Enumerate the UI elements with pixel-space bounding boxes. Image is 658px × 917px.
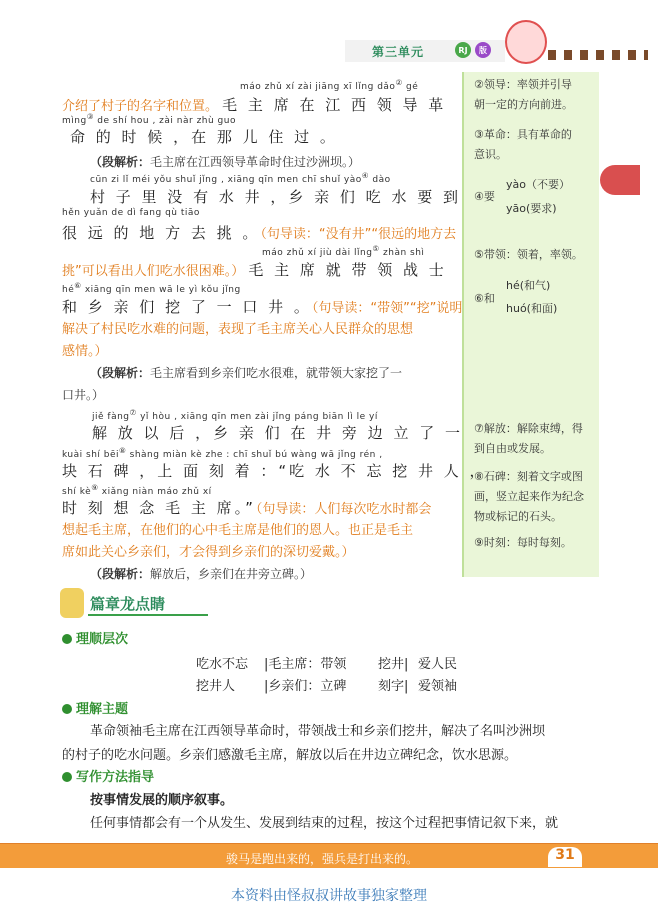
sidebar-note: 物或标记的石头。 (474, 510, 562, 523)
guide-line: 席如此关心乡亲们，才会得到乡亲们的深切爱戴。） (62, 545, 355, 560)
bullet-dot-icon (62, 634, 72, 644)
text-line: 很 远 的 地 方 去 挑 。（句导读：“没有井”“很远的地方去 (62, 224, 457, 242)
pinyin-line: hěn yuǎn de dì fang qù tiāo (62, 208, 200, 218)
sidebar-note: ④要 (474, 190, 495, 203)
text-line: 和 乡 亲 们 挖 了 一 口 井 。（句导读：“带领”“挖”说明 (62, 298, 463, 316)
text-line: 村 子 里 没 有 水 井 ，乡 亲 们 吃 水 要 到 (90, 188, 461, 206)
theme-line: 的村子的吃水问题。乡亲们感激毛主席，解放以后在井边立碑纪念，饮水思源。 (62, 748, 518, 763)
outline-cell: 刻字| (378, 679, 409, 694)
paragraph-analysis: （段解析：毛主席看到乡亲们吃水很难，就带领大家挖了一 (90, 366, 403, 380)
text-line: 介绍了村子的名字和位置。 毛 主 席 在 江 西 领 导 革 (62, 96, 447, 114)
sidebar-note: ⑦解放：解除束缚，得 (474, 422, 583, 435)
sidebar-note: 朝一定的方向前进。 (474, 98, 573, 111)
outline-cell: 爱人民 (418, 657, 458, 672)
method-line: 任何事情都会有一个从发生、发展到结束的过程，按这个过程把事情记叙下来，就 (90, 816, 559, 831)
pinyin-line: cūn zi lǐ méi yǒu shuǐ jǐng , xiāng qīn men chī shuǐ yào④ dào (90, 171, 391, 185)
sidebar-note: ③革命：具有革命的 (474, 128, 572, 141)
sidebar-note: hé(和气) (506, 279, 551, 292)
guide-line: 想起毛主席，在他们的心中毛主席是他们的恩人。也正是毛主 (62, 523, 414, 538)
pencil-mascot-icon (60, 588, 84, 618)
sidebar-note: ⑧石碑：刻着文字或图 (474, 470, 583, 483)
section-heading: 理顺层次 (62, 628, 128, 647)
guide-line: 感情。） (62, 344, 108, 359)
outline-cell: 挖井人 (196, 679, 236, 694)
pinyin-line: kuài shí bēi⑧ shàng miàn kè zhe : chī shuǐ bú wàng wā jǐng rén , (62, 446, 383, 460)
sidebar-note: 意识。 (474, 148, 507, 161)
text-line: 挑”可以看出人们吃水很困难。） 毛 主 席 就 带 领 战 士 (62, 261, 447, 279)
pinyin-line: shí kè⑨ xiǎng niàn máo zhǔ xí (62, 483, 212, 497)
sidebar-note: ⑥和 (474, 292, 495, 305)
sidebar-note: 画，竖立起来作为纪念 (474, 490, 584, 503)
guide-line: 解决了村民吃水难的问题，表现了毛主席关心人民群众的思想 (62, 322, 414, 337)
sidebar-note: ⑨时刻：每时每刻。 (474, 536, 572, 549)
version-badge: 版 (475, 42, 491, 58)
method-heading: 按事情发展的顺序叙事。 (90, 793, 234, 808)
outline-cell: 爱领袖 (418, 679, 458, 694)
text-line: 解 放 以 后 ，乡 亲 们 在 井 旁 边 立 了 一 (92, 424, 463, 442)
mascot-icon (505, 20, 547, 64)
footer-quote: 骏马是跑出来的，强兵是打出来的。 (226, 852, 419, 866)
sidebar-note: yāo(要求) (506, 202, 557, 215)
paragraph-analysis: （段解析：毛主席在江西领导革命时住过沙洲坝。） (90, 155, 361, 169)
paragraph-analysis: （段解析：解放后，乡亲们在井旁立碑。） (90, 567, 313, 581)
outline-cell: 吃水不忘 (196, 657, 249, 672)
outline-cell: |乡亲们：立碑 (264, 679, 347, 694)
paragraph-analysis-cont: 口井。） (62, 388, 105, 402)
sidebar-note: 到自由或发展。 (474, 442, 551, 455)
pinyin-line: máo zhǔ xí zài jiāng xī lǐng dǎo② gé (240, 78, 419, 92)
pinyin-line: máo zhǔ xí jiù dài lǐng⑤ zhàn shì (262, 244, 425, 258)
sidebar-note: yào（不要） (506, 178, 570, 191)
pinyin-line: jiě fàng⑦ yǐ hòu , xiāng qīn men zài jǐng páng biān lì le yí (92, 408, 378, 422)
theme-line: 革命领袖毛主席在江西领导革命时，带领战士和乡亲们挖井，解决了名叫沙洲坝 (90, 724, 546, 739)
section-heading: 理解主题 (62, 698, 128, 717)
bullet-dot-icon (62, 772, 72, 782)
outline-cell: 挖井| (378, 657, 409, 672)
edition-badge: RJ (455, 42, 471, 58)
page-number: 31 (548, 847, 582, 867)
text-line: 命 的 时 候 ，在 那 儿 住 过 。 (70, 128, 338, 146)
outline-cell: |毛主席：带领 (264, 657, 347, 672)
section-heading: 写作方法指导 (62, 766, 154, 785)
bullet-dot-icon (62, 704, 72, 714)
pinyin-line: hé⑥ xiāng qīn men wā le yì kǒu jǐng (62, 281, 241, 295)
sidebar-note: ②领导：率领并引导 (474, 78, 572, 91)
text-line: 时 刻 想 念 毛 主 席。”（句导读：人们每次吃水时都会 (62, 499, 432, 517)
checker-decoration (548, 50, 648, 60)
unit-title: 第三单元 (372, 45, 425, 59)
sidebar-note: ⑤带领：领着，率领。 (474, 248, 583, 261)
credit-line: 本资料由怪叔叔讲故事独家整理 (231, 888, 427, 904)
title-underline (88, 614, 208, 616)
pinyin-line: mìng③ de shí hou , zài nàr zhù guo (62, 112, 236, 126)
text-line: 块 石 碑 ，上 面 刻 着 ：“吃 水 不 忘 挖 井 人 ， (62, 462, 488, 480)
sidebar-note: huó(和面) (506, 302, 558, 315)
section-title: 篇章龙点睛 (90, 595, 166, 613)
